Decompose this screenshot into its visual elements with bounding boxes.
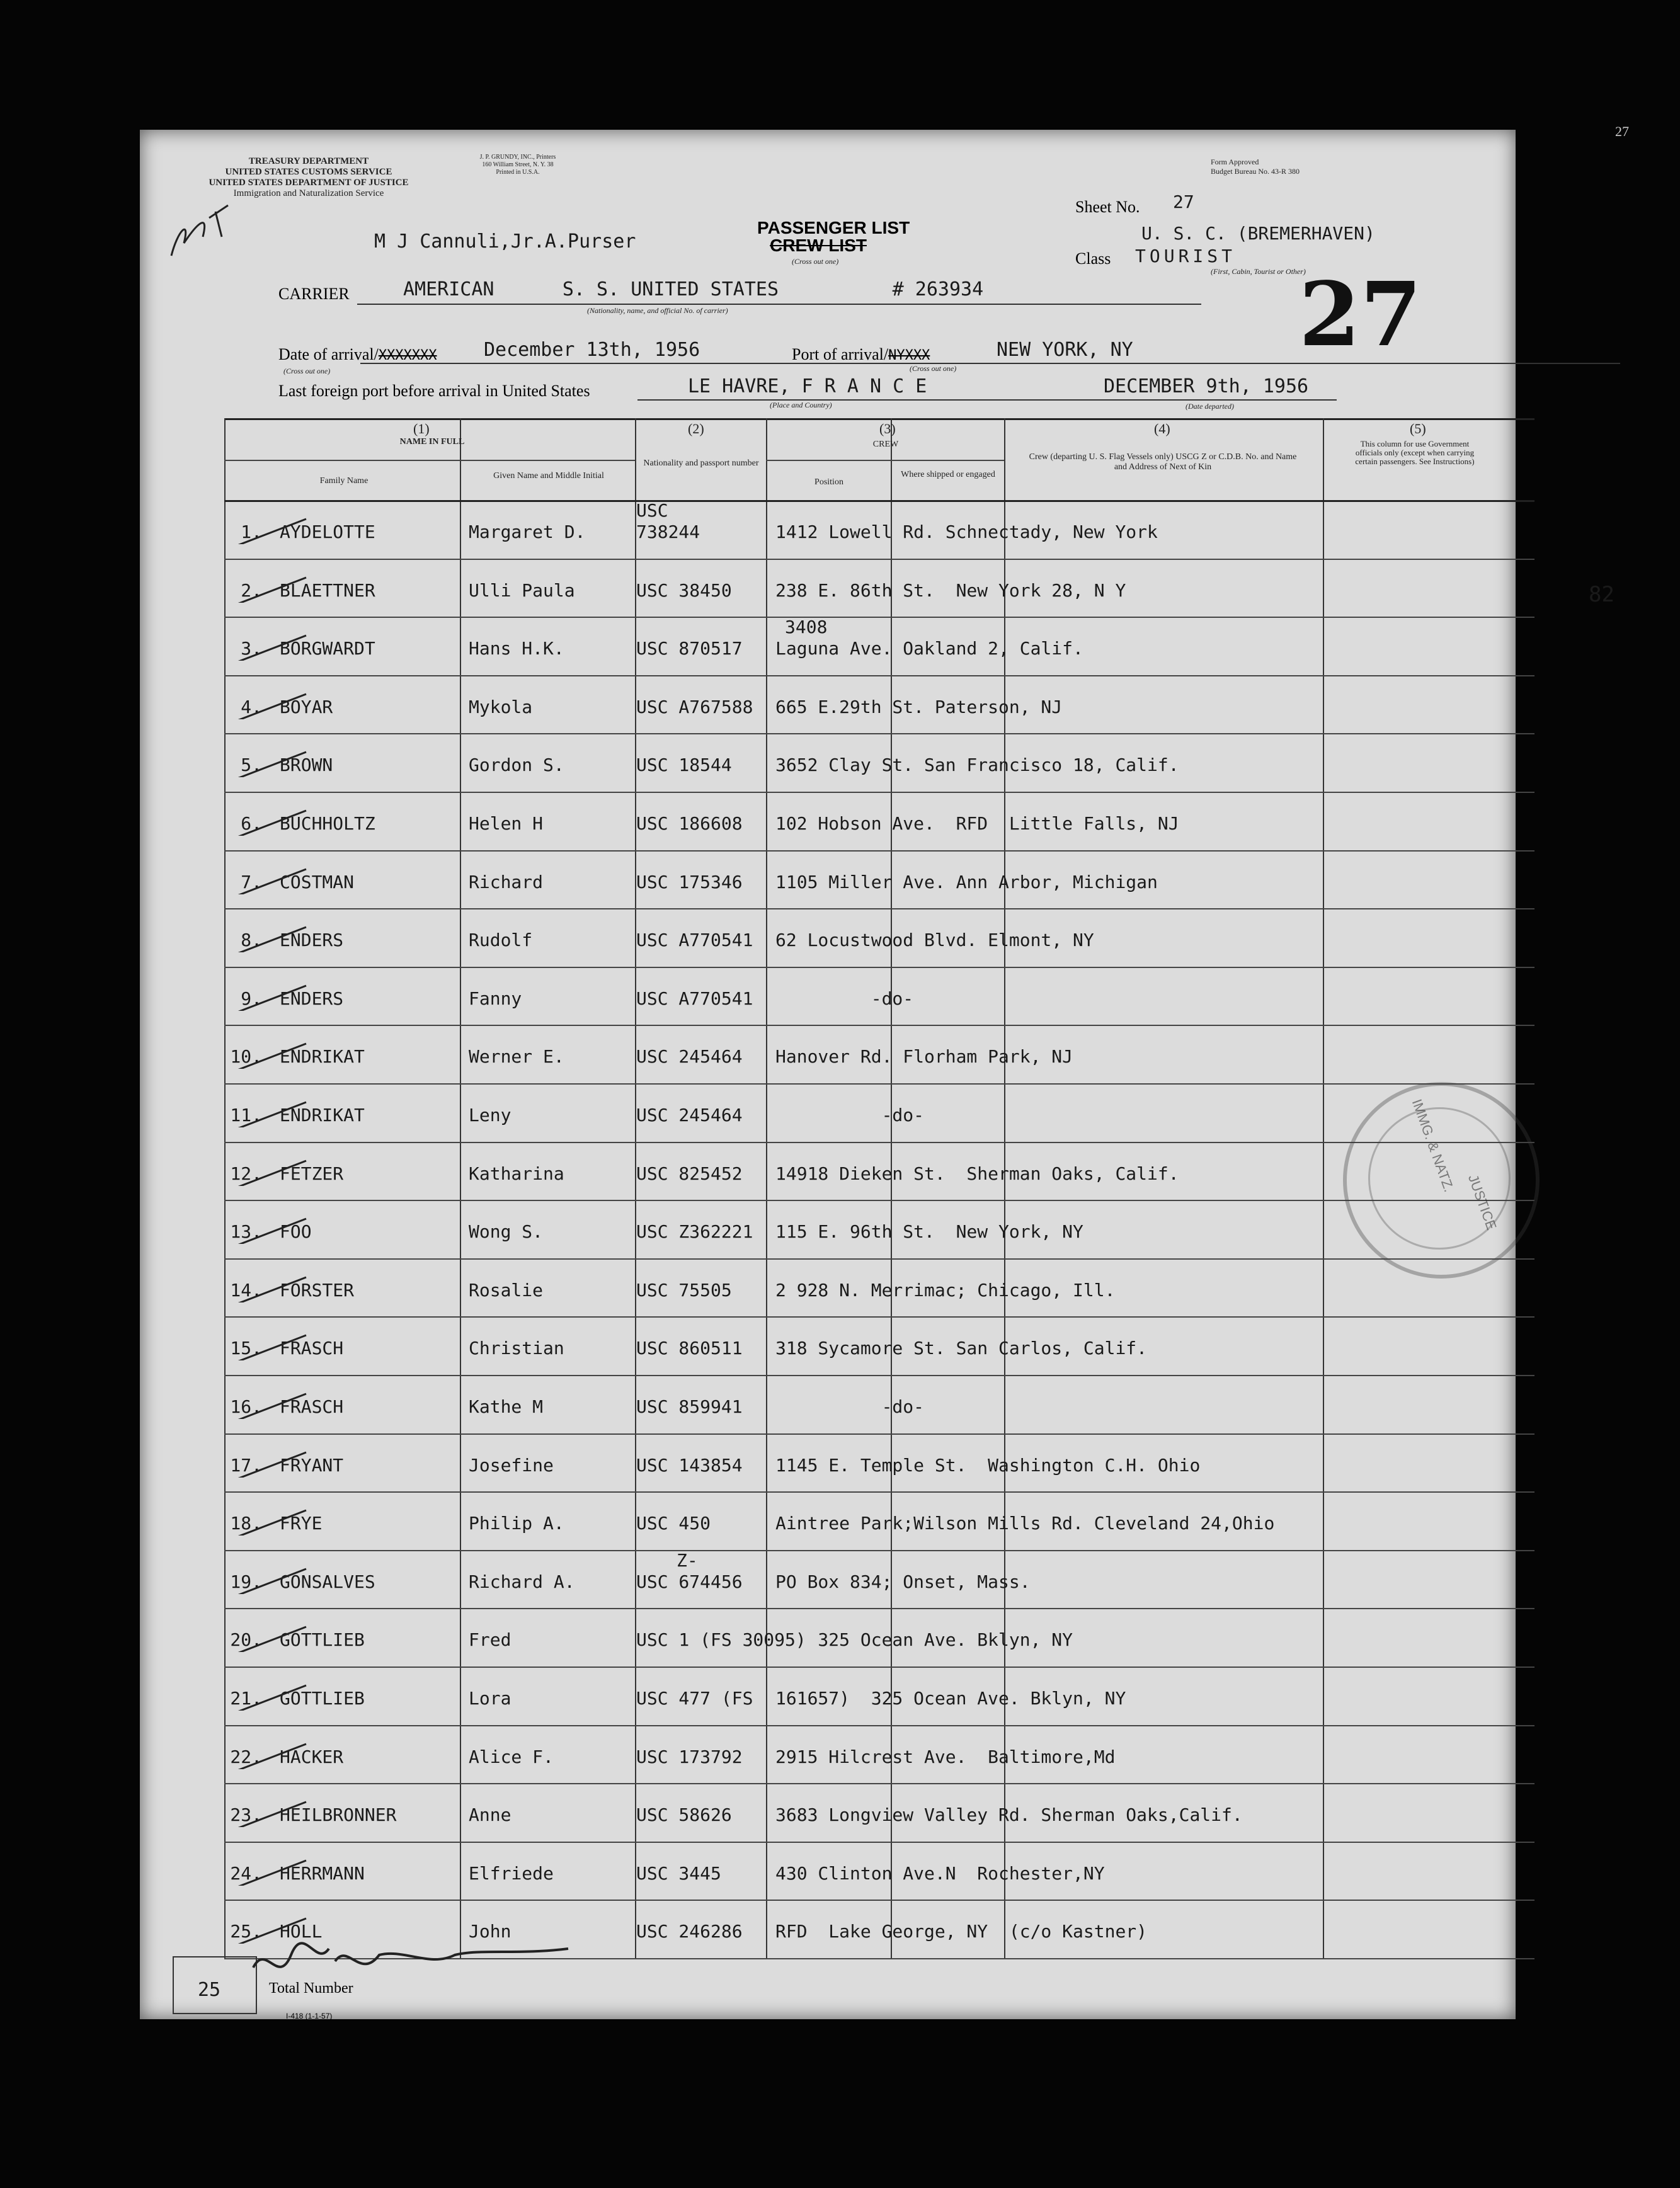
passport-number: USC 186608 [636, 813, 743, 834]
address: 325 Ocean Ave. Bklyn, NY [775, 1629, 1073, 1651]
address: 3652 Clay St. San Francisco 18, Calif. [775, 755, 1179, 776]
class-note: (First, Cabin, Tourist or Other) [1211, 267, 1306, 276]
passport-number: USC 870517 [636, 638, 743, 659]
last-port-line [637, 399, 1337, 401]
row-number: 16. [230, 1396, 262, 1417]
stamp-text-2: JUSTICE [1465, 1172, 1500, 1233]
address: 318 Sycamore St. San Carlos, Calif. [775, 1338, 1148, 1359]
family-name: ENDERS [280, 988, 344, 1009]
row-number: 15. [230, 1338, 262, 1359]
big-sheet-number: 27 [1299, 263, 1422, 367]
check-mark-icon [218, 1673, 319, 1711]
given-name: Alice F. [469, 1746, 554, 1767]
check-mark-icon [218, 1206, 319, 1244]
row-number: 17. [230, 1454, 262, 1476]
given-name: Katharina [469, 1163, 564, 1184]
family-name: ENDERS [280, 930, 344, 951]
given-name: Werner E. [469, 1046, 564, 1068]
family-name: FRYANT [280, 1454, 344, 1476]
given-name: Philip A. [469, 1513, 564, 1534]
address: 14918 Dieken St. Sherman Oaks, Calif. [775, 1163, 1179, 1184]
address: 161657) 325 Ocean Ave. Bklyn, NY [775, 1688, 1126, 1709]
check-mark-icon [218, 1440, 319, 1478]
table-row [224, 1433, 1534, 1491]
passport-number: USC 58626 [636, 1804, 732, 1826]
table-row [224, 500, 1534, 558]
passport-number: USC A770541 [636, 988, 753, 1009]
given-name: Richard [469, 871, 544, 892]
col-family: Family Name [319, 476, 369, 486]
sheet-label: Sheet No. [1075, 198, 1140, 216]
family-name: FRASCH [280, 1396, 344, 1417]
row-number: 5. [241, 755, 262, 776]
margin-number: 27 [1615, 123, 1629, 139]
side-number: 82 [1589, 582, 1614, 607]
row-number: 21. [230, 1688, 262, 1709]
check-mark-icon [218, 1265, 319, 1302]
family-name: GONSALVES [280, 1571, 375, 1592]
arrival-label: Date of arrival/XXXXXXX [278, 345, 437, 363]
document-page [140, 123, 1629, 2020]
passport-number: USC Z362221 [636, 1221, 753, 1243]
address: RFD Lake George, NY (c/o Kastner) [775, 1921, 1148, 1942]
family-name: HACKER [280, 1746, 344, 1767]
table-row [224, 1025, 1534, 1083]
passport-number: USC 3445 [636, 1862, 721, 1884]
given-name: Mykola [469, 696, 533, 717]
corner-initials [159, 193, 247, 268]
address: 1105 Miller Ave. Ann Arbor, Michigan [775, 871, 1158, 892]
class-label: Class [1075, 249, 1111, 268]
family-name: COSTMAN [280, 871, 355, 892]
table-row [224, 1842, 1534, 1900]
passport-number: USC A770541 [636, 930, 753, 951]
check-mark-icon [218, 1614, 319, 1652]
given-name: Anne [469, 1804, 511, 1826]
row-number: 25. [230, 1921, 262, 1942]
table-row [224, 1550, 1534, 1608]
passport-number: 738244 [636, 521, 700, 542]
passport-number: USC 18544 [636, 755, 732, 776]
agency-header: TREASURY DEPARTMENT UNITED STATES CUSTOMS SERVICE UNITED STATES DEPARTMENT OF JUSTICE Immigration and Naturalization Service [209, 156, 409, 198]
check-mark-icon [218, 1090, 319, 1127]
check-mark-icon [218, 973, 319, 1011]
check-mark-icon [218, 506, 319, 544]
total-number-label: Total Number [269, 1980, 353, 1997]
col5-number: (5) [1410, 421, 1426, 436]
row-number: 4. [241, 696, 262, 717]
address: 102 Hobson Ave. RFD Little Falls, NJ [775, 813, 1179, 834]
check-mark-icon [218, 915, 319, 952]
col-position: Position [814, 477, 843, 487]
form-number: I-418 (1-1-57) [286, 2012, 333, 2020]
arrival-line [360, 363, 1620, 364]
family-name: FORSTER [280, 1279, 355, 1301]
row-number: 19. [230, 1571, 262, 1592]
given-name: Richard A. [469, 1571, 575, 1592]
passport-number: USC 859941 [636, 1396, 743, 1417]
passport-number: USC 38450 [636, 579, 732, 601]
family-name: BOYAR [280, 696, 333, 717]
table-row [224, 617, 1534, 675]
table-row [224, 1258, 1534, 1316]
given-name: Helen H [469, 813, 544, 834]
passport-number: USC 674456 [636, 1571, 743, 1592]
family-name: FOO [280, 1221, 312, 1243]
passport-number: USC 173792 [636, 1746, 743, 1767]
given-name: Gordon S. [469, 755, 564, 776]
col1-title: NAME IN FULL [399, 437, 465, 447]
address-prefix: 3408 [785, 617, 828, 638]
given-name: Lora [469, 1688, 511, 1709]
family-name: BLAETTNER [280, 579, 375, 601]
table-row [224, 908, 1534, 966]
address: 1145 E. Temple St. Washington C.H. Ohio [775, 1454, 1201, 1476]
family-name: FRASCH [280, 1338, 344, 1359]
passport-prefix: USC [636, 500, 668, 521]
address: -do- [775, 1396, 925, 1417]
check-mark-icon [218, 1789, 319, 1827]
row-number: 13. [230, 1221, 262, 1243]
table-row [224, 733, 1534, 791]
address: Aintree Park;Wilson Mills Rd. Cleveland 24,Ohio [775, 1513, 1275, 1534]
family-name: FETZER [280, 1163, 344, 1184]
officer-signature [241, 1930, 631, 2005]
address: Laguna Ave. Oakland 2, Calif. [775, 638, 1083, 659]
table-row [224, 1725, 1534, 1783]
row-number: 14. [230, 1279, 262, 1301]
given-name: Leny [469, 1105, 511, 1125]
address: -do- [775, 988, 914, 1009]
carrier-line [357, 304, 1201, 305]
table-row [224, 1316, 1534, 1374]
family-name: HOLL [280, 1921, 323, 1942]
last-port-label: Last foreign port before arrival in United States [278, 382, 590, 400]
carrier-note: (Nationality, name, and official No. of carrier) [587, 306, 728, 315]
address: 115 E. 96th St. New York, NY [775, 1221, 1083, 1243]
departed-note: (Date departed) [1186, 402, 1234, 411]
col4-title: Crew (departing U. S. Flag Vessels only) USCG Z or C.D.B. No. and Name and Address of Next of Kin [1029, 452, 1297, 472]
passport-prefix: Z- [677, 1549, 698, 1571]
col2-number: (2) [688, 421, 704, 436]
address: 2 928 N. Merrimac; Chicago, Ill. [775, 1279, 1116, 1301]
table-row [224, 559, 1534, 617]
address: 665 E.29th St. Paterson, NJ [775, 696, 1063, 717]
list-title-crossed: CREW LIST [770, 236, 867, 255]
given-name: Ulli Paula [469, 579, 575, 601]
carrier-value: AMERICAN S. S. UNITED STATES # 263934 [403, 278, 984, 300]
check-mark-icon [218, 1148, 319, 1186]
row-number: 24. [230, 1862, 262, 1884]
check-mark-icon [218, 1498, 319, 1536]
row-number: 18. [230, 1513, 262, 1534]
check-mark-icon [218, 1323, 319, 1360]
row-number: 6. [241, 813, 262, 834]
check-mark-icon [218, 857, 319, 894]
given-name: John [469, 1921, 511, 1942]
address: 2915 Hilcrest Ave. Baltimore,Md [775, 1746, 1116, 1767]
check-mark-icon [218, 1556, 319, 1594]
col3-number: (3) [879, 421, 896, 436]
family-name: ENDRIKAT [280, 1046, 365, 1068]
family-name: AYDELOTTE [280, 521, 375, 542]
given-name: Elfriede [469, 1862, 554, 1884]
class-value-2: TOURIST [1135, 246, 1237, 266]
address: 1412 Lowell Rd. Schnectady, New York [775, 521, 1158, 542]
family-name: BORGWARDT [280, 638, 375, 659]
row-number: 23. [230, 1804, 262, 1826]
check-mark-icon [218, 798, 319, 836]
row-number: 9. [241, 988, 262, 1009]
row-number: 10. [230, 1046, 262, 1068]
given-name: Fred [469, 1629, 511, 1651]
table-row [224, 1375, 1534, 1433]
table-row [224, 1491, 1534, 1549]
carrier-label: CARRIER [278, 285, 350, 303]
given-name: Wong S. [469, 1221, 544, 1243]
table-row [224, 967, 1534, 1025]
check-mark-icon [218, 681, 319, 719]
table-row [224, 1083, 1534, 1141]
row-number: 8. [241, 930, 262, 951]
row-number: 20. [230, 1629, 262, 1651]
given-name: Rosalie [469, 1279, 544, 1301]
passport-number: USC A767588 [636, 696, 753, 717]
stamp-text: IMMG. & NATZ. [1409, 1097, 1458, 1194]
place-note: (Place and Country) [770, 401, 832, 409]
col1-number: (1) [413, 421, 430, 436]
passport-number: USC 477 (FS [636, 1688, 753, 1709]
check-mark-icon [218, 1731, 319, 1769]
passport-number: USC 1 (FS 30095) [636, 1629, 806, 1651]
port-crossout-note: (Cross out one) [910, 364, 957, 373]
row-number: 11. [230, 1105, 262, 1125]
address: -do- [775, 1105, 925, 1125]
class-value-1: U. S. C. (BREMERHAVEN) [1141, 223, 1375, 244]
passenger-table [224, 418, 1534, 1958]
port-value: NEW YORK, NY [997, 339, 1133, 361]
passport-number: USC 245464 [636, 1046, 743, 1068]
col5-title: This column for use Government officials only (except when carrying certain passengers. See Instructions) [1355, 439, 1475, 466]
passport-number: USC 825452 [636, 1163, 743, 1184]
check-mark-icon [218, 565, 319, 603]
check-mark-icon [218, 1031, 319, 1069]
given-name: Rudolf [469, 930, 533, 951]
family-name: HERRMANN [280, 1862, 365, 1884]
passport-number: USC 143854 [636, 1454, 743, 1476]
address: 62 Locustwood Blvd. Elmont, NY [775, 930, 1094, 951]
row-number: 1. [241, 521, 262, 542]
family-name: BROWN [280, 755, 333, 776]
check-mark-icon [218, 1848, 319, 1886]
address: 430 Clinton Ave.N Rochester,NY [775, 1862, 1105, 1884]
row-number: 22. [230, 1746, 262, 1767]
passport-number: USC 175346 [636, 871, 743, 892]
given-name: Christian [469, 1338, 564, 1359]
address: Hanover Rd. Florham Park, NJ [775, 1046, 1073, 1068]
family-name: ENDRIKAT [280, 1105, 365, 1125]
form-approved: Form Approved Budget Bureau No. 43-R 380 [1211, 157, 1300, 176]
family-name: FRYE [280, 1513, 323, 1534]
passport-number: USC 245464 [636, 1105, 743, 1125]
row-number: 2. [241, 579, 262, 601]
col-shipped: Where shipped or engaged [901, 470, 995, 479]
address: 238 E. 86th St. New York 28, N Y [775, 579, 1126, 601]
row-number: 7. [241, 871, 262, 892]
address: PO Box 834; Onset, Mass. [775, 1571, 1031, 1592]
given-name: Hans H.K. [469, 638, 564, 659]
table-row [224, 792, 1534, 850]
col-given: Given Name and Middle Initial [493, 471, 604, 481]
family-name: GOTTLIEB [280, 1629, 365, 1651]
given-name: Fanny [469, 988, 522, 1009]
departed-value: DECEMBER 9th, 1956 [1104, 375, 1309, 397]
check-mark-icon [218, 1381, 319, 1419]
address: 3683 Longview Valley Rd. Sherman Oaks,Calif. [775, 1804, 1243, 1826]
passport-number: USC 75505 [636, 1279, 732, 1301]
check-mark-icon [218, 623, 319, 661]
total-number-value: 25 [198, 1979, 221, 2001]
row-number: 12. [230, 1163, 262, 1184]
family-name: GOTTLIEB [280, 1688, 365, 1709]
table-row [224, 1200, 1534, 1258]
table-row [224, 1667, 1534, 1724]
cross-out-note: (Cross out one) [792, 257, 839, 266]
list-title: PASSENGER LIST [757, 218, 910, 237]
family-name: HEILBRONNER [280, 1804, 397, 1826]
table-row [224, 1608, 1534, 1666]
check-mark-icon [218, 739, 319, 777]
passport-number: USC 450 [636, 1513, 711, 1534]
row-number: 3. [241, 638, 262, 659]
sheet-number: 27 [1173, 191, 1194, 212]
table-row [224, 850, 1534, 908]
given-name: Josefine [469, 1454, 554, 1476]
family-name: BUCHHOLTZ [280, 813, 375, 834]
table-row [224, 1142, 1534, 1200]
port-label: Port of arrival/NYXXX [792, 345, 930, 363]
col2-title: Nationality and passport number [643, 459, 759, 468]
col3-title: CREW [872, 440, 899, 449]
purser-name: M J Cannuli,Jr.A.Purser [374, 231, 636, 253]
passport-number: USC 860511 [636, 1338, 743, 1359]
col4-number: (4) [1154, 421, 1170, 436]
given-name: Margaret D. [469, 521, 586, 542]
printer-imprint: J. P. GRUNDY, INC., Printers 160 William Street, N. Y. 38 Printed in U.S.A. [479, 154, 556, 176]
arrival-date: December 13th, 1956 [484, 339, 700, 361]
table-row [224, 675, 1534, 733]
table-row [224, 1783, 1534, 1841]
given-name: Kathe M [469, 1396, 544, 1417]
passport-number: USC 246286 [636, 1921, 743, 1942]
last-port-value: LE HAVRE, F R A N C E [688, 375, 927, 397]
arrival-crossout-note: (Cross out one) [283, 367, 331, 375]
